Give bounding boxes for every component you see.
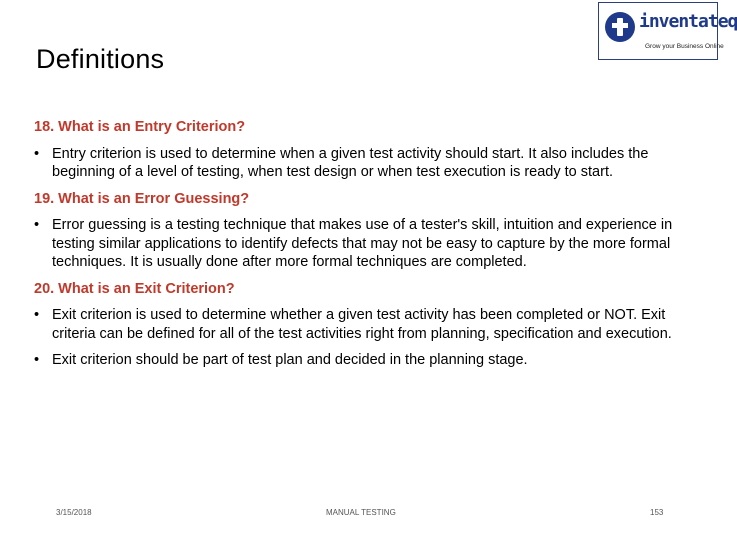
footer-title: MANUAL TESTING <box>326 508 396 517</box>
logo-mark-icon <box>605 12 635 42</box>
bullet-text: Error guessing is a testing technique that makes use of a tester's skill, intuition and experience in testing similar applications to identify defects that may not be easy to capture by the more formal techniques. It is usually done after more formal techniques are completed. <box>52 217 673 270</box>
bullet-icon: • <box>34 217 40 233</box>
footer-date: 3/15/2018 <box>56 508 92 517</box>
bullet-text: Entry criterion is used to determine when a given test activity should start. It also includes the beginning of a level of testing, when test design or when test execution is ready to start. <box>52 145 649 180</box>
bullet-icon: • <box>34 145 40 162</box>
company-logo <box>598 2 737 60</box>
logo-wordmark: inventateq <box>639 11 737 32</box>
bullet-item <box>34 216 710 272</box>
slide-title: Definitions <box>36 44 165 74</box>
bullet-item <box>34 306 710 343</box>
bullet-text: Exit criterion is used to determine whether a given test activity has been completed or NOT. Exit criteria can be defined for all of the test activities right from planning, specification and execution. <box>52 307 672 342</box>
bullet-item <box>34 145 710 182</box>
question-heading: 18. What is an Entry Criterion? <box>34 119 246 135</box>
slide-content <box>34 118 710 378</box>
bullet-item <box>34 351 710 370</box>
logo-tagline: Grow your Business Online <box>645 43 724 50</box>
question-heading: 20. What is an Exit Criterion? <box>34 280 235 297</box>
question-heading: 19. What is an Error Guessing? <box>34 190 250 207</box>
footer-page-number: 153 <box>650 508 664 517</box>
bullet-icon: • <box>34 352 40 368</box>
bullet-text: Exit criterion should be part of test plan and decided in the planning stage. <box>52 352 528 368</box>
bullet-icon: • <box>34 307 40 323</box>
